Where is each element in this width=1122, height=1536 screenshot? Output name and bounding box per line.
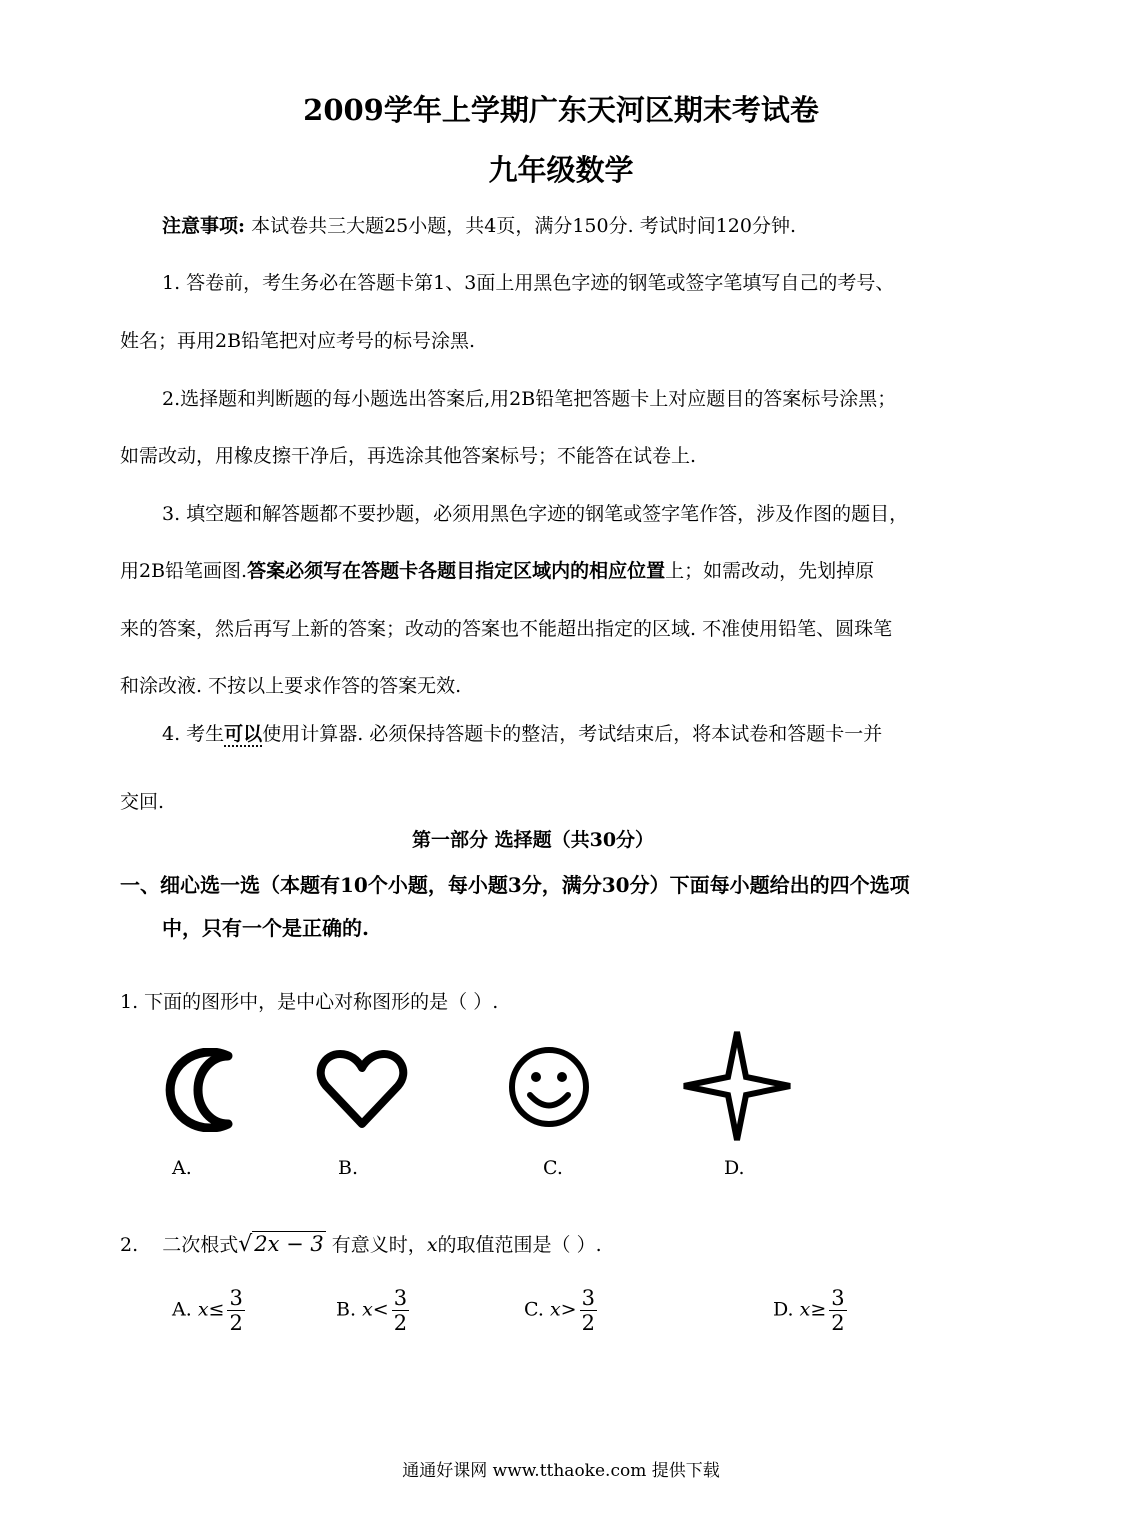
notice-item-3b-post: 上；如需改动，先划掉原 (665, 560, 875, 582)
question-2-option-c (524, 1286, 597, 1335)
option-a-var: x (197, 1298, 209, 1321)
option-c-label: C. (524, 1298, 544, 1321)
notice-item-2b: 如需改动，用橡皮擦干净后，再选涂其他答案标号；不能答在试卷上. (120, 445, 697, 467)
option-a-relation: ≤ (208, 1298, 225, 1321)
option-c-relation: > (560, 1298, 577, 1321)
option-b-fraction (392, 1286, 409, 1335)
option-b-denominator: 2 (393, 1311, 408, 1336)
notice-item-3a: 3. 填空题和解答题都不要抄题，必须用黑色字迹的钢笔或签字笔作答，涉及作图的题目， (162, 503, 909, 525)
notice-item-3d: 和涂改液. 不按以上要求作答的答案无效. (120, 675, 462, 697)
option-a-numerator: 3 (229, 1286, 243, 1310)
notice-item-4-post: 使用计算器. 必须保持答题卡的整洁，考试结束后，将本试卷和答题卡一并 (262, 723, 883, 745)
question-2-option-d (773, 1286, 847, 1335)
option-d-fraction (829, 1286, 846, 1335)
four-pointed-star-icon (682, 1030, 792, 1142)
question-1-option-b: B. (338, 1157, 359, 1179)
question-2-option-a (172, 1286, 245, 1335)
heart-icon (316, 1048, 408, 1130)
notice-intro: 本试卷共三大题25小题，共4页，满分150分. 考试时间120分钟. (251, 215, 796, 237)
question-2-pre: 二次根式 (162, 1234, 239, 1256)
option-a-label: A. (172, 1298, 192, 1321)
part1-heading: 第一部分 选择题（共30分） (412, 829, 655, 851)
notice-item-1b: 姓名；再用2B铅笔把对应考号的标号涂黑. (120, 330, 476, 352)
smiley-face-icon (506, 1044, 592, 1130)
question-2-number: 2. (120, 1234, 139, 1256)
question-1-option-a: A. (172, 1157, 192, 1179)
notice-item-4-emph: 可以 (224, 723, 263, 745)
option-d-numerator: 3 (831, 1286, 845, 1310)
notice-item-3b (120, 556, 874, 583)
question-2-option-b (336, 1286, 409, 1335)
page-title: 2009学年上学期广东天河区期末考试卷 (303, 93, 819, 127)
option-b-relation: < (372, 1298, 389, 1321)
question-1-option-d: D. (724, 1157, 745, 1179)
notice-item-1a: 1. 答卷前，考生务必在答题卡第1、3面上用黑色字迹的钢笔或签字笔填写自己的考号、 (162, 272, 895, 294)
option-d-denominator: 2 (831, 1311, 845, 1336)
question-2-post-pre: 有意义时， (331, 1234, 427, 1256)
option-b-var: x (362, 1298, 373, 1321)
question-2-radicand: 2x − 3 (254, 1232, 324, 1256)
crescent-moon-icon (146, 1048, 234, 1132)
notice-intro-line (162, 211, 796, 238)
option-c-numerator: 3 (581, 1286, 595, 1310)
notice-item-2a: 2.选择题和判断题的每小题选出答案后,用2B铅笔把答题卡上对应题目的答案标号涂黑； (162, 388, 897, 410)
notice-colon: : (238, 215, 246, 237)
question-2-var: x (426, 1234, 438, 1256)
question-1-text: 1. 下面的图形中，是中心对称图形的是（ ）. (120, 991, 499, 1013)
option-b-label: B. (336, 1298, 357, 1321)
page-subtitle: 九年级数学 (488, 153, 634, 187)
section-1-line-a: 一、细心选一选（本题有10个小题，每小题3分，满分30分）下面每小题给出的四个选项 (120, 873, 910, 897)
page-footer: 通通好课网 www.tthaoke.com 提供下载 (402, 1461, 720, 1481)
notice-item-3b-bold: 答案必须写在答题卡各题目指定区域内的相应位置 (247, 560, 666, 582)
option-c-var: x (549, 1298, 561, 1321)
option-d-var: x (799, 1298, 811, 1321)
notice-item-4a (162, 719, 882, 746)
option-c-denominator: 2 (581, 1311, 595, 1336)
option-b-numerator: 3 (393, 1286, 408, 1310)
section-1-line-b: 中，只有一个是正确的. (162, 916, 369, 940)
notice-item-3c: 来的答案，然后再写上新的答案；改动的答案也不能超出指定的区域. 不准使用铅笔、圆珠笔 (120, 618, 893, 640)
sqrt-icon: √ (238, 1232, 253, 1257)
option-c-fraction (580, 1286, 597, 1335)
question-1-option-c: C. (543, 1157, 563, 1179)
option-a-denominator: 2 (229, 1311, 243, 1336)
question-2-post: 的取值范围是（ ）. (437, 1234, 602, 1256)
notice-item-3b-pre: 用2B铅笔画图. (120, 560, 248, 582)
option-a-fraction (227, 1286, 244, 1335)
notice-item-4b: 交回. (120, 791, 165, 813)
option-d-relation: ≥ (810, 1298, 827, 1321)
option-d-label: D. (773, 1298, 794, 1321)
question-2-text (120, 1230, 602, 1257)
notice-label: 注意事项 (162, 215, 239, 237)
notice-item-4-pre: 4. 考生 (162, 723, 225, 745)
